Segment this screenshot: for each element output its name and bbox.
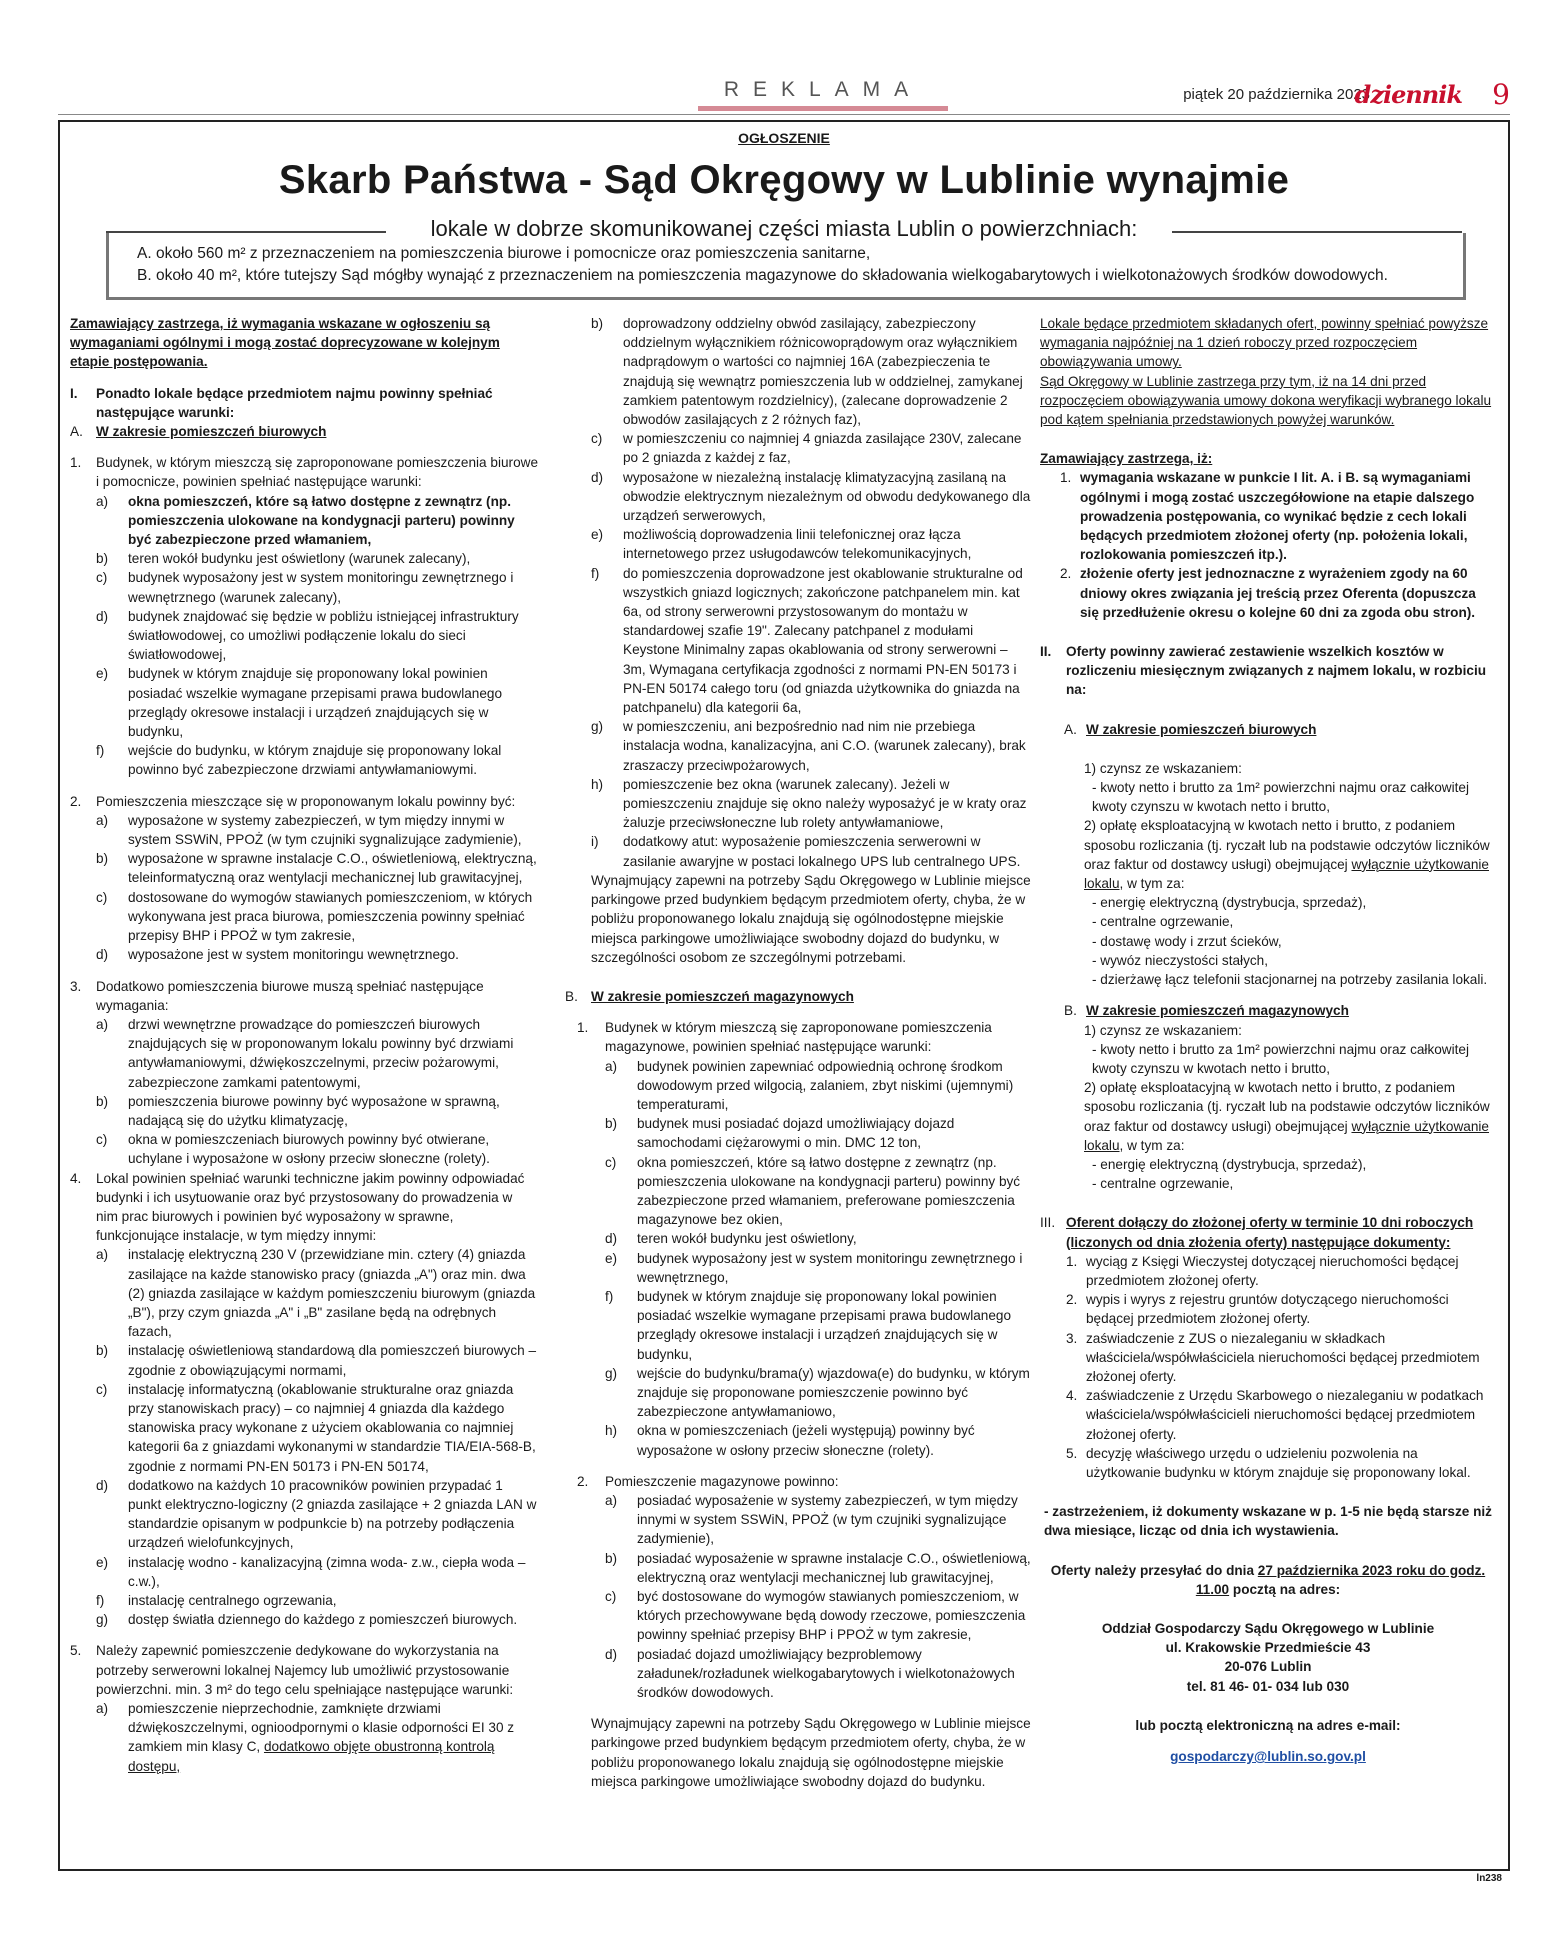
item-4a: a) instalację elektryczną 230 V (przewidziane min. cztery (4) gniazda zasilające na każde stanowisko pracy (gniazda „A") oraz min. dwa (2) gniazda zasilające w każdym pomieszczeniu biurowym (gniazda „B"), przy czym gniazda „A" i „B" zasilane będą na odrębnych fazach,: [96, 1247, 536, 1340]
mag-item-1g: g) wejście do budynku/brama(y) wjazdowa(e) do budynku, w którym znajduje się proponowane pomieszczenie powinno być zabezpieczone antywłamaniowo,: [605, 1365, 1030, 1420]
item-5c: c) w pomieszczeniu co najmniej 4 gniazda zasilające 230V, zalecane po 2 gniazda z każdej z faz,: [591, 431, 1022, 466]
item-1: 1. Budynek, w którym mieszczą się zaproponowane pomieszczenia biurowe i pomocnicze, powinien spełniać następujące warunki:: [70, 455, 539, 490]
item-4: 4. Lokal powinien spełniać warunki techniczne jakim powinny odpowiadać budynki i ich usytuowanie oraz być przystosowany do prowadzenia w nim prac biurowych i powinien być wyposażony w sprawne, funkcjonujące instalacje, w tym między innymi:: [70, 1170, 525, 1244]
item-4c: c) instalację informatyczną (okablowanie strukturalne oraz gniazda przy stanowiskach pracy) – co najmniej 4 gniazda dla każdego stanowiska pracy wykonane z użyciem okablowania co najmniej kategorii 6a z gniazdami wykonanymi w standardzie TIA/EIA-568-B, zgodnie z normami PN-EN 50173 i PN-EN 50174,: [96, 1381, 536, 1474]
parking-note-2: Wynajmujący zapewni na potrzeby Sądu Okręgowego w Lublinie miejsce parkingowe przed budynkiem będącym przedmiotem oferty, chyba, że w pobliżu proponowanego lokalu znajdują się ogólnodostępne miejskie miejsca parkingowe umożliwiające swobodny dojazd do budynku.: [591, 1716, 1031, 1789]
reservation-heading: Zamawiający zastrzega, iż:: [1040, 451, 1213, 467]
email-label: lub pocztą elektroniczną na adres e-mail:: [1135, 1717, 1401, 1733]
doc-1: 1. wyciąg z Księgi Wieczystej dotyczącej nieruchomości będącej przedmiotem złożonej oferty.: [1066, 1253, 1459, 1288]
item-2b: b) wyposażone w sprawne instalacje C.O., oświetleniową, elektryczną, teleinformatyczną oraz wentylacji mechanicznej lub grawitacyjnej,: [96, 851, 537, 886]
ad-code: ln238: [1476, 1873, 1502, 1884]
fee-office: 2) opłatę eksploatacyjną w kwotach netto i brutto, z podaniem sposobu rozliczania (tj. ryczałt lub na podstawie odczytów liczników oraz faktur od dostawcy usługi) obejmującej wyłącznie użytkowanie lokalu, w tym za:: [1084, 818, 1490, 892]
issue-date: piątek 20 października 2023: [1183, 86, 1370, 103]
intro-note: Zamawiający zastrzega, iż wymagania wskazane w ogłoszeniu są wymaganiami ogólnymi i mogą zostać doprecyzowane w kolejnym etapie postępowania.: [70, 316, 500, 370]
locations-box: [106, 233, 1466, 300]
storage-cost-electricity: - energię elektryczną (dystrybucja, sprzedaż),: [1092, 1156, 1367, 1172]
item-5g: g) w pomieszczeniu, ani bezpośrednio nad nim nie przebiega instalacja wodna, kanalizacyjna, ani C.O. (warunek zalecany), brak zraszaczy przeciwpożarowych,: [591, 719, 1026, 773]
item-1b: b) teren wokół budynku jest oświetlony (warunek zalecany),: [96, 551, 471, 567]
page-number: 9: [1492, 78, 1510, 111]
rent-storage: 1) czynsz ze wskazaniem:: [1084, 1022, 1242, 1038]
cost-electricity: - energię elektryczną (dystrybucja, sprzedaż),: [1092, 895, 1367, 911]
item-2: 2. Pomieszczenia mieszczące się w proponowanym lokalu powinny być:: [70, 793, 516, 809]
item-4b: b) instalację oświetleniową standardową dla pomieszczeń biurowych – zgodnie z obowiązującymi normami,: [96, 1343, 537, 1378]
mag-item-2: 2. Pomieszczenie magazynowe powinno:: [577, 1473, 839, 1489]
item-5a: a) pomieszczenie nieprzechodnie, zamknięte drzwiami dźwiękoszczelnymi, ognioodpornymi o klasie odporności EI 30 z zamkiem min klasy C, dodatkowo objęte obustronną kontrolą dostępu,: [96, 1701, 515, 1774]
section-II-A: A. W zakresie pomieszczeń biurowych: [1064, 721, 1317, 737]
email-link-row: [1040, 1747, 1496, 1766]
parking-note-1: Wynajmujący zapewni na potrzeby Sądu Okręgowego w Lublinie miejsce parkingowe przed budynkiem będącym przedmiotem oferty, chyba, że w pobliżu proponowanego lokalu znajdują się ogólnodostępne miejskie miejsca parkingowe umożliwiające swobodny dojazd do budynku, w szczególności osobom ze szczególnymi potrzebami.: [591, 872, 1031, 965]
mag-item-1a: a) budynek powinien zapewniać odpowiednią ochronę środkom dowodowym przed wilgocią, zalaniem, zbyt niskimi (ujemnymi) temperaturami,: [605, 1058, 1014, 1112]
item-4e: e) instalację wodno - kanalizacyjną (zimna woda- z.w., ciepła woda – c.w.),: [96, 1554, 526, 1589]
location-b: B. około 40 m², które tutejszy Sąd mógłby wynająć z przeznaczeniem na pomieszczenia magazynowe do składowania wielkogabarytowych i wielkotonażowych środków dowodowych.: [137, 267, 1388, 284]
section-label: REKLAMA: [723, 78, 923, 101]
mag-item-1b: b) budynek musi posiadać dojazd umożliwiający dojazd samochodami ciężarowymi o min. DMC 12 ton,: [605, 1116, 955, 1151]
item-4d: d) dodatkowo na każdych 10 pracowników powinien przypadać 1 punkt elektryczno-logiczny (2 gniazda zasilające + 2 gniazda LAN w standardzie opisanym w podpunkcie b) na potrzeby podłączenia urządzeń wielofunkcyjnych,: [96, 1477, 537, 1551]
item-4f: f) instalację centralnego ogrzewania,: [96, 1593, 337, 1608]
item-2a: a) wyposażone w systemy zabezpieczeń, w tym między innymi w system SSWiN, PPOŻ (w tym czujniki sygnalizujące zadymienie),: [96, 812, 522, 848]
mag-item-2a: a) posiadać wyposażenie w systemy zabezpieczeń, w tym między innymi w system SSWiN, PPOŻ (w tym czujniki sygnalizujące zadymienie),: [605, 1492, 1018, 1547]
phone-number: tel. 81 46- 01- 034 lub 030: [1186, 1678, 1350, 1694]
item-5f: f) do pomieszczenia doprowadzone jest okablowanie strukturalne od wszystkich gniazd logicznych; zakończone patchpanelem min. kat 6a, od strony serwerowni przystosowanym do montażu w standardowej szafie 19". Zalecany patchpanel z modułami Keystone Minimalny zapas okablowania od strony serwerowni – 3m, Wymagana certyfikacja zgodności z normami PN-EN 50173 i PN-EN 50174 całego toru (od gniazda użytkownika do gniazda na patchpanelu) dla kategorii 6a,: [591, 565, 1023, 716]
doc-4: 4. zaświadczenie z Urzędu Skarbowego o niezaleganiu w podatkach właściciela/współwłaścicieli nieruchomości będącej przedmiotem złożonej oferty.: [1066, 1388, 1484, 1442]
doc-2: 2. wypis i wyrys z rejestru gruntów dotyczącego nieruchomości będącej przedmiotem złożonej oferty.: [1066, 1292, 1449, 1327]
rent-office: 1) czynsz ze wskazaniem:: [1084, 760, 1242, 776]
column-2: [565, 314, 1033, 1791]
mag-item-1e: e) budynek wyposażony jest w system monitoringu zewnętrznego i wewnętrznego,: [605, 1250, 1023, 1285]
section-B: B. W zakresie pomieszczeń magazynowych: [565, 988, 854, 1004]
mag-item-2b: b) posiadać wyposażenie w sprawne instalacje C.O., oświetleniową, elektryczną oraz wentylacji mechanicznej lub grawitacyjnej,: [605, 1550, 1031, 1585]
cost-heating: - centralne ogrzewanie,: [1092, 914, 1234, 930]
reservation-2: 2. złożenie oferty jest jednoznaczne z wyrażeniem zgody na 60 dniowy okres związania jej treścią przez Oferenta (dopuszcza się przedłużenie okresu o kolejne 60 dni za zgoda obu stron).: [1060, 566, 1476, 620]
item-3c: c) okna w pomieszczeniach biurowych powinny być otwierane, uchylane i wyposażone w osłony przeciw słoneczne (rolety).: [96, 1132, 490, 1167]
cost-phone: - dzierżawę łącz telefonii stacjonarnej na potrzeby zasilania lokali.: [1092, 972, 1488, 988]
item-3b: b) pomieszczenia biurowe powinny być wyposażone w sprawną, nadającą się do użytku klimatyzację,: [96, 1093, 500, 1128]
mag-item-2c: c) być dostosowane do wymogów stawianych pomieszczeniom, w których przechowywane będą dowody rzeczowe, pomieszczenia powinny spełniać przepisy BHP i PPOŻ w tym zakresie,: [605, 1589, 1026, 1643]
item-4g: g) dostęp światła dziennego do każdego z pomieszczeń biurowych.: [96, 1612, 518, 1628]
section-II-B: B. W zakresie pomieszczeń magazynowych: [1064, 1003, 1349, 1019]
section-A: A. W zakresie pomieszczeń biurowych: [70, 424, 327, 440]
doc-5: 5. decyzję właściwego urzędu o udzieleniu pozwolenia na użytkowanie budynku w którym znajduje się proponowany lokal.: [1066, 1445, 1471, 1480]
mag-item-1h: h) okna w pomieszczeniach (jeżeli występują) powinny być wyposażone w osłony przeciw słoneczne (rolety).: [605, 1423, 975, 1458]
fee-storage: 2) opłatę eksploatacyjną w kwotach netto i brutto, z podaniem sposobu rozliczania (tj. ryczałt lub na podstawie odczytów liczników oraz faktur od dostawcy usługi) obejmującej wyłącznie użytkowanie lokalu, w tym za:: [1084, 1080, 1490, 1153]
announcement-title: Skarb Państwa - Sąd Okręgowy w Lublinie wynajmie: [278, 158, 1290, 202]
item-5d: d) wyposażone w niezależną instalację klimatyzacyjną zasilaną na obwodzie elektrycznym niezależnym od obwodu dedykowanego dla urządzeń serwerowych,: [591, 469, 1031, 524]
address-line-1: Oddział Gospodarczy Sądu Okręgowego w Lublinie: [1101, 1620, 1435, 1636]
doc-3: 3. zaświadczenie z ZUS o niezaleganiu w składkach właściciela/współwłaściciela nieruchomości będącej przedmiotem złożonej oferty.: [1066, 1330, 1480, 1384]
item-5h: h) pomieszczenie bez okna (warunek zalecany). Jeżeli w pomieszczeniu znajduje się okno należy wyposażyć je w kraty oraz żaluzje przeciwsłoneczne lub rolety antywłamaniowe,: [591, 776, 1027, 831]
rent-storage-detail: - kwoty netto i brutto za 1m² powierzchni najmu oraz całkowitej kwoty czynszu w kwotach netto i brutto,: [1092, 1041, 1470, 1076]
offer-deadline: Oferty należy przesyłać do dnia 27 października 2023 roku do godz. 11.00 pocztą na adres:: [1050, 1562, 1486, 1597]
item-1d: d) budynek znajdować się będzie w pobliżu istniejącej infrastruktury światłowodowej, co umożliwi podłączenie lokalu do sieci światłowodowej,: [96, 608, 519, 663]
mag-item-1: 1. Budynek w którym mieszczą się zaproponowane pomieszczenia magazynowe, powinien spełniać następujące warunki:: [577, 1020, 992, 1055]
announcement-subtitle: lokale w dobrze skomunikowanej części miasta Lublin o powierzchniach:: [106, 216, 1462, 242]
storage-cost-heating: - centralne ogrzewanie,: [1092, 1176, 1234, 1192]
reservation-1: 1. wymagania wskazane w punkcie I lit. A. i B. są wymaganiami ogólnymi i mogą zostać uszczegółowione na etapie dalszego prowadzenia postępowania, co wynikać będzie z cech lokali będących przedmiotem złożonej oferty (np. położenia lokali, rozlokowania pomieszczeń itp.).: [1060, 470, 1475, 563]
address-line-2: ul. Krakowskie Przedmieście 43: [1165, 1640, 1371, 1656]
announcement-frame: [58, 120, 1510, 1871]
mag-item-1c: c) okna pomieszczeń, które są łatwo dostępne z zewnątrz (np. pomieszczenia ulokowane na kondygnacji parteru) powinny być zabezpieczone przed włamaniem, preferowane pomieszczenia magazynowe bez okien,: [605, 1154, 1021, 1228]
item-5: 5. Należy zapewnić pomieszczenie dedykowane do wykorzystania na potrzeby serwerowni lokalnej Najemcy lub umożliwić przystosowanie powierzchni. min. 3 m² do tego celu spełniające następujące warunki:: [70, 1643, 514, 1697]
newspaper-logo: dziennik: [1354, 80, 1462, 109]
masthead-rule: [58, 114, 1510, 115]
item-1a: a) okna pomieszczeń, które są łatwo dostępne z zewnątrz (np. pomieszczenia ulokowane na kondygnacji parteru) powinny być zabezpieczone przed włamaniem,: [96, 493, 515, 548]
item-2c: c) dostosowane do wymogów stawianych pomieszczeniom, w których wykonywana jest praca biurowa, pomieszczenia powinny spełniać przepisy BHP i PPOŻ w tym zakresie,: [96, 889, 533, 944]
announcement-label: OGŁOSZENIE: [738, 130, 830, 146]
masthead: [58, 78, 1510, 118]
address-line-3: 20-076 Lublin: [1224, 1659, 1312, 1675]
verification-note: Sąd Okręgowy w Lublinie zastrzega przy tym, iż na 14 dni przed rozpoczęciem obowiązywania umowy dokona weryfikacji wybranego lokalu pod kątem spełniania przedstawionych powyżej warunków.: [1040, 373, 1492, 428]
item-1f: f) wejście do budynku, w którym znajduje się proponowany lokal powinno być zabezpieczone drzwiami antywłamaniowymi.: [96, 743, 502, 778]
documents-validity-note: - zastrzeżeniem, iż dokumenty wskazane w p. 1-5 nie będą starsze niż dwa miesiące, licząc od dnia ich wystawienia.: [1044, 1504, 1492, 1539]
mag-item-1d: d) teren wokół budynku jest oświetlony,: [605, 1231, 857, 1247]
item-2d: d) wyposażone jest w system monitoringu wewnętrznego.: [96, 947, 459, 963]
item-5e: e) możliwością doprowadzenia linii telefonicznej oraz łącza internetowego przez usługodawców telekomunikacyjnych,: [591, 527, 972, 562]
mag-item-2d: d) posiadać dojazd umożliwiający bezproblemowy załadunek/rozładunek wielkogabarytowych i wielkotonażowych środków dowodowych.: [605, 1646, 1015, 1701]
section-I: I. Ponadto lokale będące przedmiotem najmu powinny spełniać następujące warunki:: [70, 385, 493, 420]
item-1e: e) budynek w którym znajduje się proponowany lokal powinien posiadać wszelkie wymagane przepisami prawa budowlanego przeglądy okresowe instalacji i urządzeń znajdujących się w budynku,: [96, 666, 503, 740]
rent-office-detail: - kwoty netto i brutto za 1m² powierzchni najmu oraz całkowitej kwoty czynszu w kwotach netto i brutto,: [1092, 780, 1470, 815]
lokale-note: Lokale będące przedmiotem składanych ofert, powinny spełniać powyższe wymagania najpóźniej na 1 dzień roboczy przed rozpoczęciem obowiązywania umowy.: [1040, 316, 1489, 370]
mag-item-1f: f) budynek w którym znajduje się proponowany lokal powinien posiadać wszelkie wymagane przepisami prawa budowlanego przeglądy okresowe instalacji i urządzeń znajdujących się w budynku,: [605, 1288, 1012, 1362]
item-5i: i) dodatkowy atut: wyposażenie pomieszczenia serwerowni w zasilanie awaryjne w postaci lokalnego UPS lub centralnego UPS.: [591, 834, 1021, 869]
cost-water: - dostawę wody i zrzut ścieków,: [1092, 933, 1282, 949]
item-3: 3. Dodatkowo pomieszczenia biurowe muszą spełniać następujące wymagania:: [70, 978, 484, 1013]
section-III: III. Oferent dołączy do złożonej oferty w terminie 10 dni roboczych (liczonych od dnia złożenia oferty) następujące dokumenty:: [1040, 1215, 1474, 1250]
item-5b: b) doprowadzony oddzielny obwód zasilający, zabezpieczony oddzielnym wyłącznikiem różnicowoprądowym oraz wyłącznikiem nadprądowym o wartości co najmniej 16A (zabezpieczenia te znajdują się wewnątrz pomieszczenia lub w oddzielnej, zamykanej zamkiem patentowym rozdzielnicy), (zalecane doprowadzenie 2 obwodów zasilających z 2 różnych faz),: [591, 316, 1023, 428]
section-II: II. Oferty powinny zawierać zestawienie wszelkich kosztów w rozliczeniu miesięcznym związanych z najmem lokalu, w rozbiciu na:: [1040, 644, 1487, 698]
location-a: A. około 560 m² z przeznaczeniem na pomieszczenia biurowe i pomocnicze oraz pomieszczenia sanitarne,: [137, 245, 871, 262]
column-3: [1040, 314, 1496, 1766]
item-1c: c) budynek wyposażony jest w system monitoringu zewnętrznego i wewnętrznego (warunek zalecany),: [96, 570, 514, 605]
email-link[interactable]: gospodarczy@lublin.so.gov.pl: [1170, 1749, 1366, 1764]
section-underline: [698, 106, 948, 111]
cost-waste: - wywóz nieczystości stałych,: [1092, 952, 1269, 968]
column-1: [70, 314, 538, 1776]
item-3a: a) drzwi wewnętrzne prowadzące do pomieszczeń biurowych znajdujących się w proponowanym lokalu powinny być drzwiami antywłamaniowymi, dźwiękoszczelnymi, przeciw pożarowymi, zabezpieczone zamkami patentowymi,: [96, 1016, 514, 1090]
